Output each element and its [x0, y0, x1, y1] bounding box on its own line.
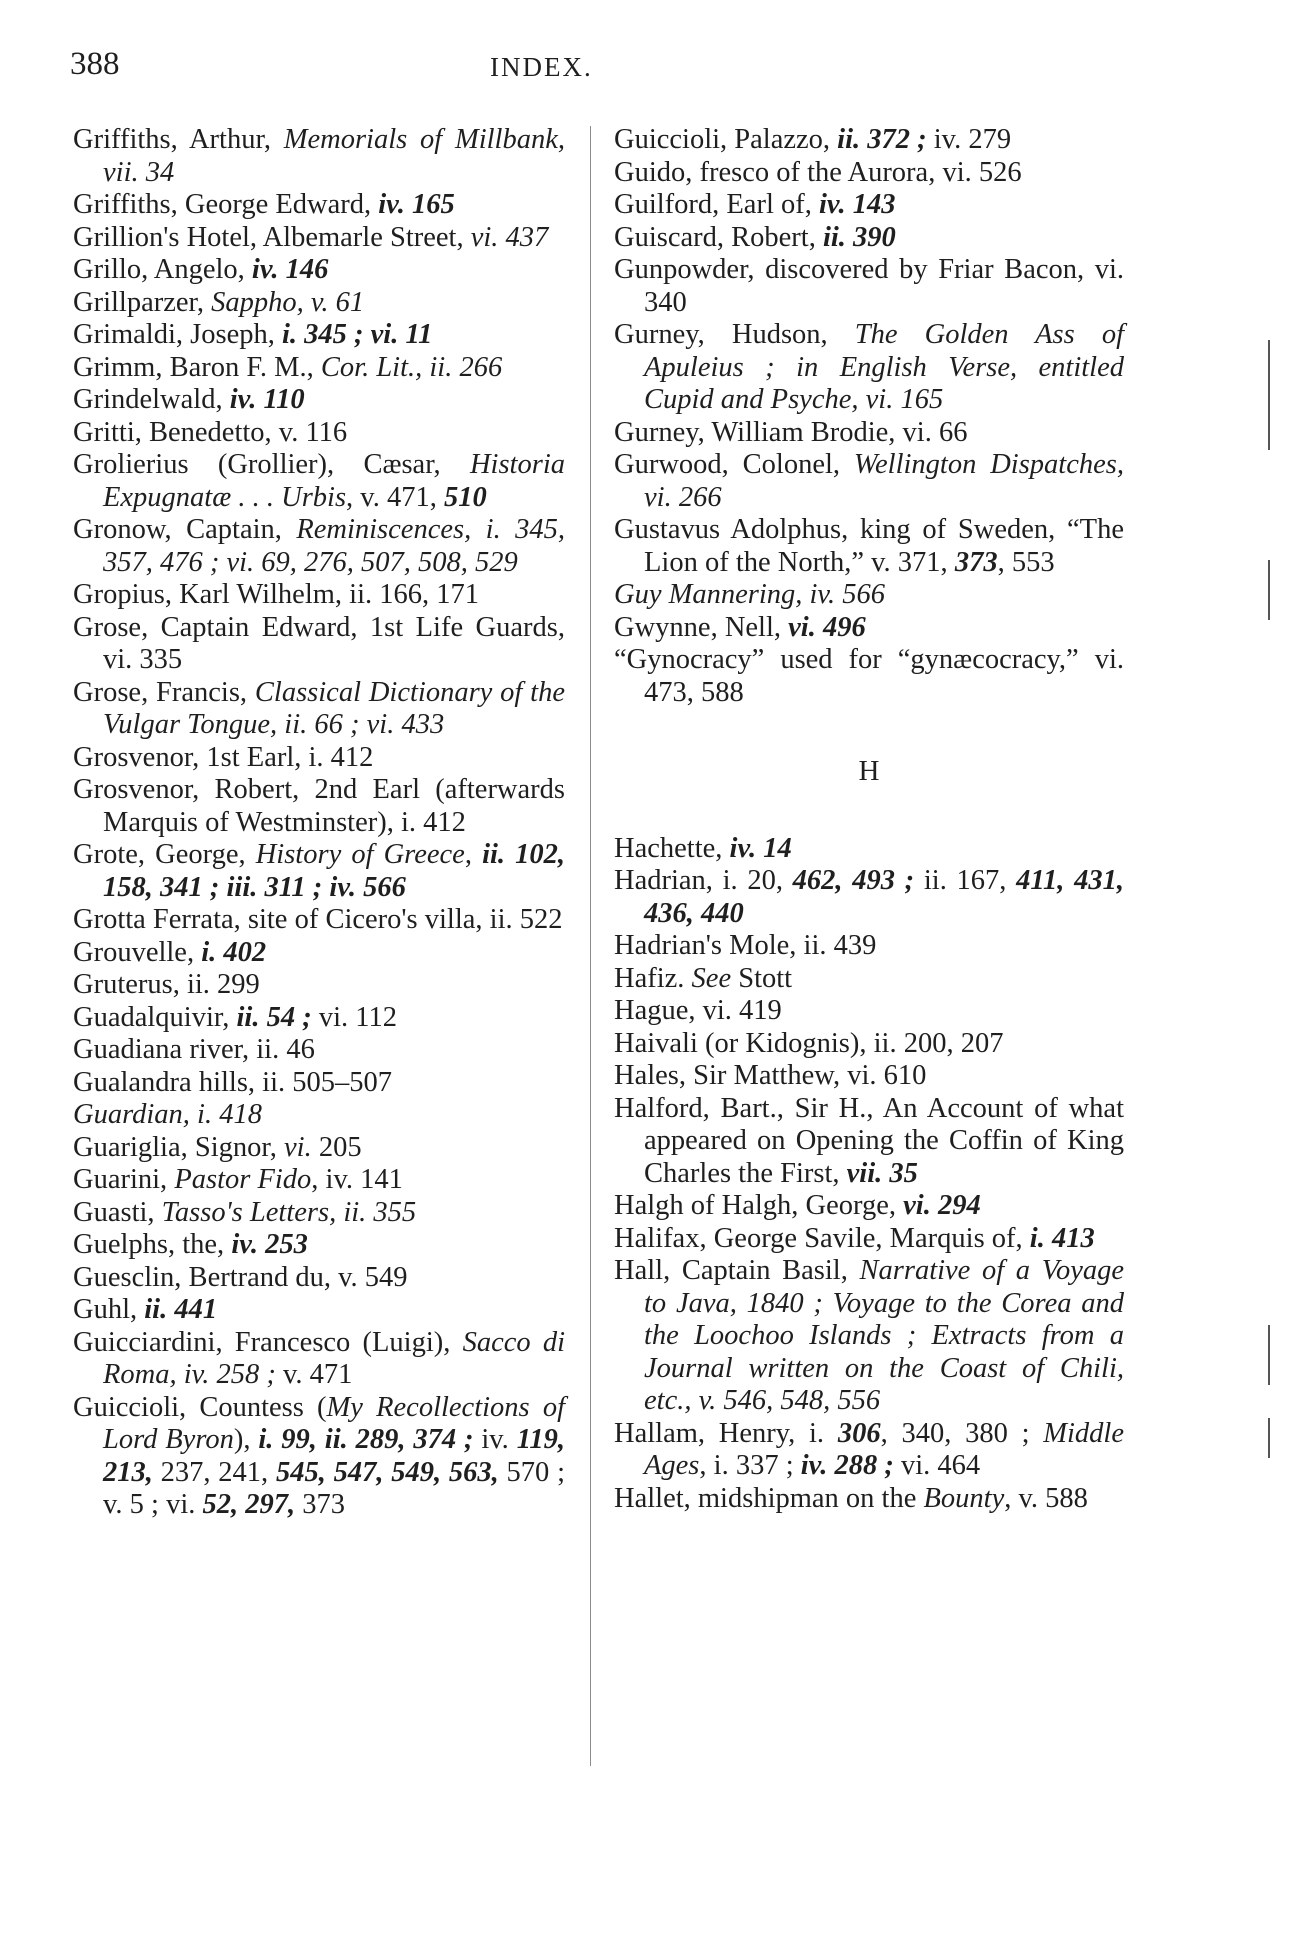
index-entry — [73, 774, 565, 839]
entry-text: 570 ; v. 5 ; vi. — [103, 1456, 566, 1520]
index-entry — [614, 930, 1124, 963]
index-entry — [614, 222, 1124, 255]
index-entry — [73, 1197, 565, 1230]
entry-text: Guadalquivir, — [73, 1001, 237, 1033]
entry-text: Gwynne, Nell, — [614, 611, 789, 643]
margin-mark — [1268, 560, 1270, 620]
entry-reference: The Golden Ass of Apuleius ; in English Verse, entitled Cupid and Psyche, vi. 165 — [644, 319, 1124, 415]
index-entry — [73, 319, 565, 352]
running-title: INDEX. — [490, 52, 593, 82]
entry-text: Hall, Captain Basil, — [614, 1255, 860, 1286]
index-entry — [73, 969, 565, 1002]
entry-text: Hales, Sir Matthew, vi. 610 — [614, 1060, 927, 1091]
entry-reference: Wellington Dispatches, vi. 266 — [644, 449, 1124, 513]
index-entry — [614, 833, 1124, 866]
entry-text: Gustavus Adolphus, king of Sweden, “The Lion of the North,” v. 371, — [614, 514, 1124, 578]
entry-text: Grimaldi, Joseph, — [73, 319, 282, 350]
margin-mark — [1268, 1325, 1270, 1385]
entry-text: Guelphs, the, — [73, 1229, 232, 1260]
entry-reference: Sacco di Roma, iv. 258 ; — [103, 1326, 566, 1390]
entry-reference: Guardian, i. 418 — [73, 1099, 262, 1130]
entry-reference: iv. 143 — [818, 189, 896, 220]
entry-text: Guhl, — [73, 1294, 145, 1325]
index-entry — [73, 1034, 565, 1067]
index-entry — [73, 937, 565, 970]
entry-reference: iv. 146 — [251, 254, 329, 285]
index-entry — [73, 1327, 565, 1392]
index-entry — [73, 1262, 565, 1295]
index-entry — [73, 1002, 565, 1035]
index-entry — [614, 612, 1124, 645]
index-entry — [614, 449, 1124, 514]
entry-text: Grote, George, — [73, 839, 256, 870]
index-entry — [73, 189, 565, 222]
entry-text: “Gynocracy” used for “gynæcocracy,” vi. 473, 588 — [614, 644, 1124, 708]
entry-text: Gunpowder, discovered by Friar Bacon, vi. 340 — [614, 254, 1124, 318]
section-letter-h: H — [858, 755, 880, 787]
index-entry — [73, 579, 565, 612]
index-entry — [73, 514, 565, 579]
index-entry — [73, 1132, 565, 1165]
entry-reference: Pastor Fido — [174, 1164, 312, 1195]
entry-text: Guiscard, Robert, — [614, 221, 823, 253]
entry-reference: 373 — [954, 546, 998, 578]
index-entry — [73, 1392, 565, 1522]
entry-reference: 411, 431, 436, 440 — [644, 865, 1124, 929]
entry-reference: vi. 496 — [788, 611, 866, 643]
entry-text: iv. — [473, 1424, 517, 1455]
entry-text: Halifax, George Savile, Marquis of, — [614, 1222, 1030, 1254]
entry-text: Guiccioli, Palazzo, — [614, 124, 838, 155]
entry-reference: ii. 441 — [144, 1294, 218, 1325]
index-entry — [73, 287, 565, 320]
entry-text: Halford, Bart., Sir H., An Account of what appeared on Opening the Coffin of King Charles the First, — [614, 1092, 1124, 1189]
entry-text: Stott — [731, 962, 793, 994]
index-entry — [614, 995, 1124, 1028]
entry-reference: History of Greece — [255, 839, 465, 870]
entry-reference: Cor. Lit., ii. 266 — [320, 351, 503, 383]
entry-text: Grillion's Hotel, Albemarle Street, — [73, 221, 471, 253]
entry-reference: iv. 288 ; — [800, 1450, 894, 1481]
index-entry — [73, 449, 565, 514]
entry-reference: Middle Ages — [644, 1417, 1124, 1481]
entry-reference: i. 413 — [1029, 1222, 1095, 1254]
margin-mark — [1268, 340, 1270, 450]
entry-text: , v. 471, — [346, 481, 444, 513]
entry-text: , iv. 141 — [311, 1164, 403, 1195]
index-entry — [73, 677, 565, 742]
index-entry — [73, 1294, 565, 1327]
entry-reference: iv. 14 — [729, 832, 792, 864]
entry-text: Guicciardini, Francesco (Luigi), — [73, 1326, 463, 1358]
entry-text: Guadiana river, ii. 46 — [73, 1034, 315, 1065]
entry-text: Gruterus, ii. 299 — [73, 969, 260, 1000]
entry-text: Guasti, — [73, 1196, 162, 1228]
entry-text: Hadrian's Mole, ii. 439 — [614, 930, 877, 961]
entry-reference: ii. 102, 158, 341 ; iii. 311 ; iv. 566 — [103, 839, 566, 903]
index-entry — [614, 157, 1124, 190]
entry-text: Gronow, Captain, — [73, 514, 297, 545]
entry-text: vi. 464 — [893, 1450, 981, 1481]
entry-reference: vi. 437 — [470, 221, 549, 253]
entry-reference: My Recollections of Lord Byron — [103, 1391, 565, 1455]
entry-text: Grosvenor, 1st Earl, i. 412 — [73, 741, 374, 773]
entry-text: 237, 241, — [152, 1456, 276, 1488]
index-entry — [614, 254, 1124, 319]
index-entry — [614, 1190, 1124, 1223]
entry-text: Haivali (or Kidognis), ii. 200, 207 — [614, 1027, 1004, 1059]
column-divider — [590, 126, 591, 1766]
entry-text: Guido, fresco of the Aurora, vi. 526 — [614, 156, 1022, 188]
index-entry — [614, 417, 1124, 450]
entry-text: ii. 167, — [914, 865, 1017, 896]
index-entry — [614, 1418, 1124, 1483]
index-entry — [73, 222, 565, 255]
entry-reference: 119, 213, — [103, 1424, 565, 1488]
index-entry — [73, 124, 565, 189]
entry-reference: vi. 294 — [903, 1190, 981, 1221]
entry-text: Grillo, Angelo, — [73, 254, 252, 285]
entry-text: Guesclin, Bertrand du, v. 549 — [73, 1261, 408, 1293]
entry-reference: ii. 390 — [822, 221, 896, 253]
entry-text: Gualandra hills, ii. 505–507 — [73, 1066, 392, 1098]
entry-reference: 52, 297, — [202, 1489, 296, 1520]
entry-text: Hague, vi. 419 — [614, 995, 782, 1026]
index-entry — [73, 742, 565, 775]
entry-text: , — [464, 839, 483, 870]
entry-text: Grosvenor, Robert, 2nd Earl (afterwards Marquis of Westminster), i. 412 — [73, 774, 565, 838]
entry-reference: 545, 547, 549, 563, — [275, 1456, 499, 1488]
index-entry — [73, 1099, 565, 1132]
entry-reference: Sappho, v. 61 — [211, 286, 365, 318]
entry-text: Gurwood, Colonel, — [614, 449, 854, 480]
index-entry — [614, 319, 1124, 417]
index-entry — [73, 352, 565, 385]
entry-text: Hafiz. — [614, 962, 692, 994]
entry-text: Grose, Francis, — [73, 676, 255, 708]
index-entry — [614, 865, 1124, 930]
entry-text: , v. 588 — [1004, 1482, 1088, 1514]
index-entry — [614, 963, 1124, 996]
entry-text: Gritti, Benedetto, v. 116 — [73, 416, 348, 448]
entry-reference: Narrative of a Voyage to Java, 1840 ; Voyage to the Corea and the Loochoo Islands ; Extracts from a Journal written on the Coast of Chili, etc., v. 546, 548, 556 — [644, 1255, 1124, 1416]
index-entry — [614, 1483, 1124, 1516]
entry-reference: 510 — [443, 481, 487, 513]
entry-text: Guarini, — [73, 1164, 175, 1195]
entry-text: , i. 337 ; — [699, 1450, 801, 1481]
margin-mark — [1268, 1418, 1270, 1458]
entry-text: Grindelwald, — [73, 384, 230, 415]
entry-reference: vi. — [284, 1131, 312, 1163]
entry-reference: Memorials of Millbank, vii. 34 — [103, 124, 565, 188]
entry-text: Griffiths, Arthur, — [73, 124, 284, 155]
index-entry — [73, 254, 565, 287]
entry-reference: i. 99, ii. 289, 374 ; — [258, 1424, 474, 1455]
index-entry — [73, 904, 565, 937]
index-column-right — [614, 124, 1124, 1515]
entry-text: Halgh of Halgh, George, — [614, 1190, 904, 1221]
entry-text: Gurney, Hudson, — [614, 319, 855, 350]
page-header — [0, 38, 1293, 98]
entry-text: iv. 279 — [926, 124, 1012, 155]
entry-text: Grotta Ferrata, site of Cicero's villa, ii. 522 — [73, 904, 563, 935]
index-entry — [73, 384, 565, 417]
entry-text: Grillparzer, — [73, 286, 212, 318]
index-entry — [614, 1223, 1124, 1256]
entry-reference: iv. 110 — [229, 384, 305, 415]
entry-reference: ii. 54 ; — [236, 1001, 312, 1033]
index-entry — [614, 1060, 1124, 1093]
entry-text: Hadrian, i. 20, — [614, 865, 793, 896]
index-entry — [73, 1067, 565, 1100]
page-number: 388 — [70, 46, 120, 82]
entry-reference: ii. 372 ; — [837, 124, 927, 155]
entry-reference: Historia Expugnatæ . . . Urbis — [103, 449, 565, 513]
entry-text: Griffiths, George Edward, — [73, 189, 379, 220]
entry-text: 205 — [311, 1131, 362, 1163]
entry-text: , 553 — [997, 546, 1055, 578]
entry-text: Gropius, Karl Wilhelm, ii. 166, 171 — [73, 579, 479, 610]
entry-reference: Reminiscences, i. 345, 357, 476 ; vi. 69, 276, 507, 508, 529 — [103, 514, 565, 578]
entry-text: Guilford, Earl of, — [614, 189, 819, 220]
entry-text: Grose, Captain Edward, 1st Life Guards, vi. 335 — [73, 611, 565, 675]
entry-reference: iv. 165 — [378, 189, 455, 220]
index-entry — [73, 417, 565, 450]
entry-reference: See — [691, 962, 732, 994]
index-entry — [73, 1164, 565, 1197]
entry-reference: Bounty — [923, 1482, 1005, 1514]
entry-text: Grolierius (Grollier), Cæsar, — [73, 449, 470, 480]
entry-reference: i. 345 ; vi. 11 — [281, 319, 433, 350]
index-entry — [614, 124, 1124, 157]
entry-text: Gurney, William Brodie, vi. 66 — [614, 416, 968, 448]
index-entry — [614, 514, 1124, 579]
index-entry — [614, 1028, 1124, 1061]
index-column-left — [73, 124, 565, 1522]
index-entry — [614, 1093, 1124, 1191]
entry-reference: 462, 493 ; — [792, 865, 915, 896]
entry-reference: Guy Mannering, iv. 566 — [614, 579, 885, 610]
index-entry — [73, 839, 565, 904]
entry-text: , 340, 380 ; — [880, 1417, 1044, 1449]
entry-reference: 306 — [837, 1417, 881, 1449]
index-group-h — [614, 833, 1124, 1516]
index-entry — [614, 189, 1124, 222]
entry-reference: iv. 253 — [231, 1229, 308, 1260]
entry-reference: vii. 35 — [846, 1157, 918, 1189]
entry-text: Hallam, Henry, i. — [614, 1417, 838, 1449]
index-entry — [614, 579, 1124, 612]
entry-reference: i. 402 — [201, 936, 267, 968]
index-group-g — [614, 124, 1124, 709]
entry-text: Hallet, midshipman on the — [614, 1482, 924, 1514]
entry-reference: Tasso's Letters, ii. 355 — [161, 1196, 417, 1228]
entry-text: Hachette, — [614, 832, 730, 864]
index-entry — [73, 612, 565, 677]
entry-text: Grouvelle, — [73, 936, 202, 968]
index-entry — [73, 1229, 565, 1262]
entry-text: vi. 112 — [311, 1001, 397, 1033]
index-entry — [614, 644, 1124, 709]
index-entry — [614, 1255, 1124, 1418]
entry-text: 373 — [295, 1489, 345, 1520]
entry-text: ), — [233, 1424, 259, 1455]
entry-text: Grimm, Baron F. M., — [73, 351, 321, 383]
entry-text: Guiccioli, Countess ( — [73, 1391, 327, 1423]
entry-text: Guariglia, Signor, — [73, 1131, 284, 1163]
entry-reference: Classical Dictionary of the Vulgar Tongue, ii. 66 ; vi. 433 — [103, 676, 565, 740]
entry-text: v. 471 — [275, 1359, 353, 1390]
